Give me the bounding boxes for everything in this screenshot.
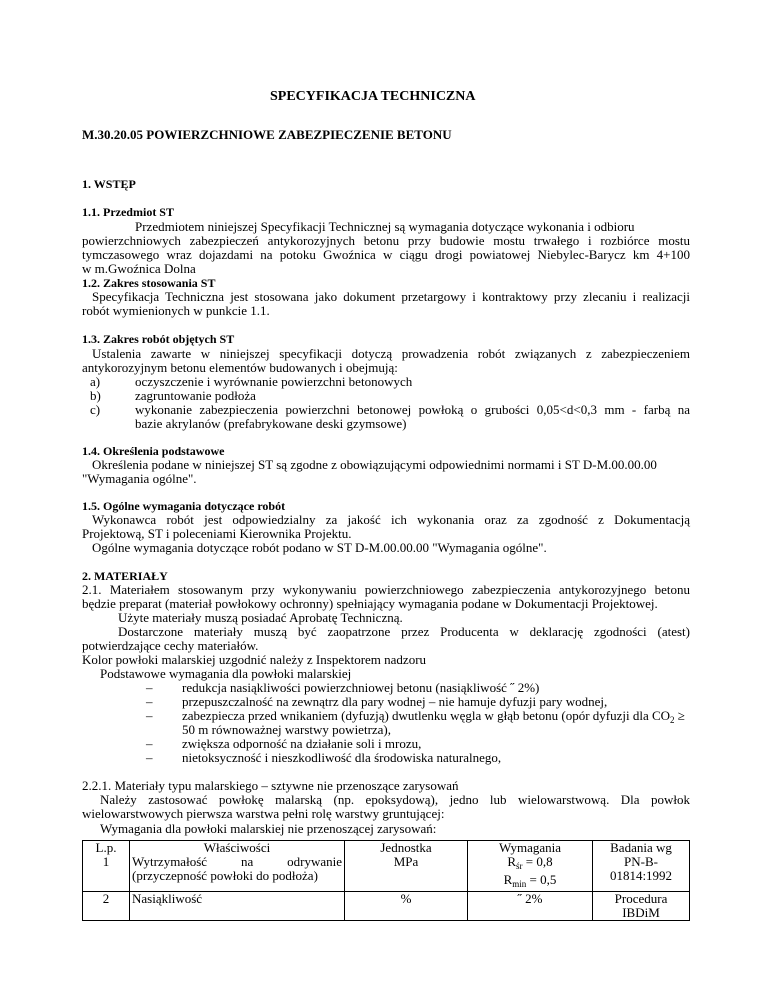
section-2-1-text: Użyte materiały muszą posiadać Aprobatę Techniczną. [118,610,403,625]
req-value: = 0,8 [522,854,553,869]
header-properties: Właściwości [203,840,271,855]
subscript: min [512,879,527,889]
list-marker: c) [90,402,101,417]
section-1-1-heading: 1.1. Przedmiot ST [82,205,174,219]
row1-requirement [470,873,590,891]
list-marker: b) [90,388,101,403]
requirement-item: redukcja nasiąkliwości powierzchniowej betonu (nasiąkliwość ˝ 2%) [182,680,540,695]
section-1-4-text: "Wymagania ogólne". [82,471,197,486]
dash-bullet: – [146,694,153,709]
row1-requirement [470,855,590,873]
req-symbol: R [503,872,513,887]
row1-property [132,855,342,869]
subscript: śr [516,861,523,871]
table-row [83,892,690,921]
section-1-2-heading: 1.2. Zakres stosowania ST [82,276,216,290]
dash-bullet: – [146,680,153,695]
section-1-2-text: robót wymienionych w punkcie 1.1. [82,303,270,318]
subscript: 2 [670,715,675,725]
row2-test: Procedura IBDiM [614,891,668,920]
list-item: wykonanie zabezpieczenia powierzchni betonowej powłoką o grubości 0,05<d<0,3 mm - farbą na [135,402,690,417]
table-header-cell [345,841,468,892]
row2-property: Nasiąkliwość [132,891,203,906]
table-header-cell [83,841,130,892]
header-requirements: Wymagania [498,840,562,855]
table-cell [345,892,468,921]
table-header-cell [468,841,593,892]
section-1-3-heading: 1.3. Zakres robót objętych ST [82,332,235,346]
table-header-row [83,841,690,892]
section-2-2-1-heading: 2.2.1. Materiały typu malarskiego – sztywne nie przenoszące zarysowań [82,778,459,793]
row1-unit: MPa [393,854,419,869]
req-symbol: R [507,854,517,869]
table-header-cell [593,841,690,892]
row2-lp: 2 [102,891,110,906]
list-item: bazie akrylanów (prefabrykowane deski gzymsowe) [135,416,407,431]
dash-bullet: – [146,750,153,765]
section-1-1-text: powierzchniowych zabezpieczeń antykorozyjnych betonu przy budowie mostu trwałego i rozbiórce mostu [82,233,690,248]
section-1-5-text: Projektową, ST i poleceniami Kierownika Projektu. [82,526,352,541]
list-marker: a) [90,374,101,389]
requirement-item: przepuszczalność na zewnątrz dla pary wodnej – nie hamuje dyfuzji pary wodnej, [182,694,608,709]
row1-property-word: odrywanie [287,854,342,869]
row1-property: (przyczepność powłoki do podłoża) [132,868,318,883]
section-1-3-text: Ustalenia zawarte w niniejszej specyfikacji dotyczą prowadzenia robót związanych z zabezpieczeniem [92,346,690,361]
section-1-5-heading: 1.5. Ogólne wymagania dotyczące robót [82,499,286,513]
row1-property-word: na [240,854,254,869]
section-1-1-text: Przedmiotem niniejszej Specyfikacji Technicznej są wymagania dotyczące wykonania i odbioru [135,219,635,234]
list-item: zagruntowanie podłoża [135,388,256,403]
section-2-2-1-text: wielowarstwowych pierwsza warstwa pełni rolę warstwy gruntującej: [82,806,445,821]
section-1-4-heading: 1.4. Określenia podstawowe [82,444,225,458]
section-1-2-text: Specyfikacja Techniczna jest stosowana jako dokument przetargowy i kontraktowy przy zlecaniu i realizacji [92,289,690,304]
section-2-2-1-text: Wymagania dla powłoki malarskiej nie przenoszącej zarysowań: [100,821,437,836]
section-1-5-text: Wykonawca robót jest odpowiedzialny za jakość ich wykonania oraz za zgodność z Dokumentacją [92,512,690,527]
table-header-cell [130,841,345,892]
section-2-1-text: potwierdzające cechy materiałów. [82,638,259,653]
table-cell [130,892,345,921]
list-item: oczyszczenie i wyrównanie powierzchni betonowych [135,374,413,389]
requirement-item: 50 m równoważnej warstwy powietrza), [182,722,392,737]
requirement-text: ≥ [674,708,685,723]
row2-requirement: ˝ 2% [517,891,543,906]
table-cell [468,892,593,921]
dash-bullet: – [146,708,153,723]
header-unit: Jednostka [380,840,432,855]
section-2-2-1-text: Należy zastosować powłokę malarską (np. epoksydową), jedno lub wielowarstwową. Dla powłok [100,792,690,807]
section-1-1-text: w m.Gwoźnica Dolna [82,261,196,276]
requirements-table [82,840,690,921]
row1-lp: 1 [102,854,110,869]
table-cell [593,892,690,921]
spec-code-title: M.30.20.05 POWIERZCHNIOWE ZABEZPIECZENIE BETONU [82,127,452,142]
dash-bullet: – [146,736,153,751]
header-lp: L.p. [95,840,117,855]
section-1-heading: 1. WSTĘP [82,177,136,191]
table-cell [83,892,130,921]
section-2-1-text: Podstawowe wymagania dla powłoki malarskiej [100,666,352,681]
section-2-heading: 2. MATERIAŁY [82,569,168,583]
req-value: = 0,5 [526,872,557,887]
section-2-1-text: będzie preparat (materiał powłokowy ochronny) spełniający wymagania podane w Dokumentacji Projektowej. [82,596,658,611]
row1-property-word: Wytrzymałość [132,854,208,869]
section-1-4-text: Określenia podane w niniejszej ST są zgodne z obowiązującymi odpowiednimi normami i ST D-M.00.00.00 [92,457,657,472]
section-1-3-text: antykorozyjnym betonu elementów budowanych i obejmują: [82,360,398,375]
section-2-1-text: Kolor powłoki malarskiej uzgodnić należy z Inspektorem nadzoru [82,652,427,667]
section-2-1-text: 2.1. Materiałem stosowanym przy wykonywaniu powierzchniowego zabezpieczenia antykorozyjnego betonu [82,582,690,597]
section-1-5-text: Ogólne wymagania dotyczące robót podano w ST D-M.00.00.00 "Wymagania ogólne". [92,540,547,555]
header-test: Badania wg [610,840,672,855]
row1-test: PN-B-01814:1992 [609,854,673,883]
row2-unit: % [400,891,412,906]
document-title: SPECYFIKACJA TECHNICZNA [270,89,476,104]
requirement-text: zabezpiecza przed wnikaniem (dyfuzją) dwutlenku węgla w głąb betonu (opór dyfuzji dla CO [182,708,671,723]
requirement-item: zwiększa odporność na działanie soli i mrozu, [182,736,422,751]
section-1-1-text: tymczasowego wraz dojazdami na potoku Gwoźnica w ciągu drogi powiatowej Niebylec-Barycz km 4+100 [82,247,690,262]
section-2-1-text: Dostarczone materiały muszą być zaopatrzone przez Producenta w deklarację zgodności (atest) [118,624,690,639]
requirement-item: nietoksyczność i nieszkodliwość dla środowiska naturalnego, [182,750,502,765]
